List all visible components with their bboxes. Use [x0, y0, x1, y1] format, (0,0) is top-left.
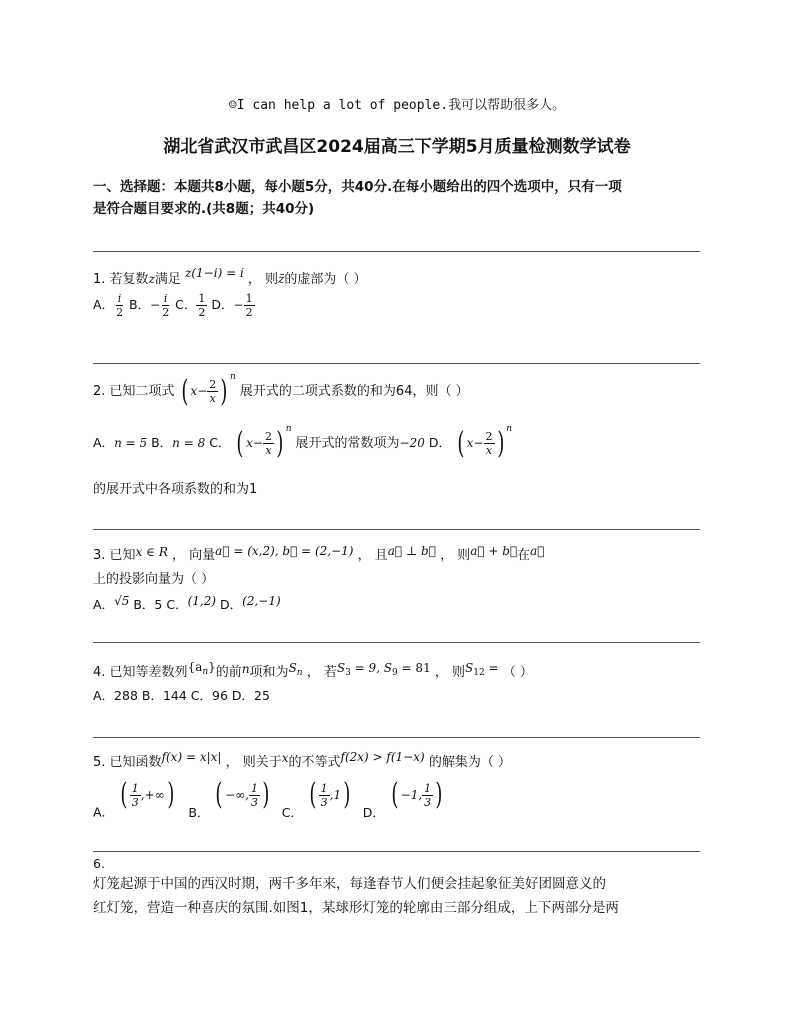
math-inequality: f(2x) > f(1−x)	[340, 750, 425, 764]
banner-text: ☺I can help a lot of people.我可以帮助很多人。	[228, 98, 566, 113]
math-function: f(x) = x|x|	[161, 750, 222, 764]
math-vectors: a⃗ = (x,2), b⃗ = (2,−1)	[215, 544, 354, 558]
option-c-value: ( $\frac{1}{3}$ ,1)	[309, 777, 351, 812]
option-b-label: B．	[188, 804, 210, 820]
section-header	[93, 176, 703, 220]
options-row	[93, 594, 281, 613]
divider	[93, 251, 700, 252]
option-d-value: (2,−1)	[242, 594, 281, 608]
math-perpendicular: a⃗ ⊥ b⃗	[387, 544, 436, 558]
option-c-label: C．	[281, 804, 303, 820]
option-b-sign: −	[150, 298, 161, 312]
option-c-label: C．	[166, 597, 188, 612]
option-a-label: A．	[93, 435, 115, 450]
question-text: 的解集为（ ）	[428, 755, 511, 770]
question-3	[93, 540, 703, 622]
question-text: 已知二项式	[109, 384, 175, 399]
question-text-line: 灯笼起源于中国的西汉时期，两千多年来，每逢春节人们便会挂起象征美好团圆意义的	[93, 876, 606, 892]
question-text: ， 则	[440, 548, 471, 563]
option-c-value: −20	[399, 436, 425, 450]
question-number: 3.	[93, 548, 106, 563]
question-text-line: 红灯笼，营造一种喜庆的氛围.如图1，某球形灯笼的轮廓由三部分组成，上下两部分是两	[93, 900, 619, 916]
math-condition: x ∈ R	[135, 545, 168, 559]
section-line-2: 是符合题目要求的.(共8题；共40分)	[93, 201, 315, 217]
options-row	[93, 292, 255, 319]
option-b-label: B．	[129, 297, 151, 312]
page-title: 湖北省武汉市武昌区2024届高三下学期5月质量检测数学试卷	[163, 137, 631, 157]
options-row: A．288 B．144 C．96 D．25	[93, 688, 270, 703]
question-number: 4.	[93, 665, 106, 680]
divider	[93, 363, 700, 364]
option-b-value: n = 8	[172, 436, 206, 450]
question-text: 展开式的二项式系数的和为64，则（ ）	[239, 384, 469, 399]
option-d-text: 的展开式中各项系数的和为1	[93, 482, 258, 497]
math-sum: a⃗ + b⃗	[470, 544, 518, 558]
binomial-expression: ( x− $\frac{2}{x}$ ) $^n$	[236, 424, 292, 461]
divider	[93, 529, 700, 530]
option-b-value: $\frac{i}{2}$	[162, 292, 170, 319]
question-text: ， 且	[357, 548, 388, 563]
question-text: 在	[517, 548, 531, 563]
option-d-label: D．	[362, 804, 385, 820]
question-2	[93, 370, 703, 500]
math-equation: z(1−i) = i	[185, 266, 244, 280]
option-a-value: n = 5	[114, 436, 148, 450]
option-a-value: $\frac{i}{2}$	[116, 292, 124, 319]
option-d-label: D．	[428, 435, 451, 450]
option-c-value: (1,2)	[187, 594, 217, 608]
option-b: B．5	[133, 597, 163, 612]
question-text: 已知等差数列	[109, 665, 188, 680]
option-a-value: ( $\frac{1}{3}$ ,+∞)	[120, 777, 175, 812]
math-var: z	[148, 272, 155, 286]
math-var: x	[281, 751, 289, 765]
option-b-value: ( −∞, $\frac{1}{3}$ )	[215, 777, 270, 812]
question-text: 的前	[215, 665, 242, 680]
binomial-expression: ( x− $\frac{2}{x}$ ) $^n$	[181, 372, 236, 409]
math-vector: a⃗	[530, 544, 545, 558]
divider	[93, 737, 700, 738]
question-number: 1.	[93, 272, 106, 287]
question-4	[93, 656, 703, 706]
question-text: 的虚部为（ ）	[284, 272, 367, 287]
math-sequence: $\{a_n\}$	[187, 660, 216, 677]
divider	[93, 642, 700, 643]
question-text: 已知函数	[109, 755, 162, 770]
binomial-expression: ( x− $\frac{2}{x}$ ) $^n$	[457, 424, 513, 461]
math-condition: $S_3 = 9$, $S_9 = 81$	[336, 661, 431, 678]
question-6-text	[93, 872, 703, 920]
options-row	[93, 777, 445, 821]
question-text: 若复数	[109, 272, 149, 287]
option-c-label: C．	[175, 297, 197, 312]
question-text: （ ）	[502, 665, 533, 680]
math-sum: $S_n$	[288, 661, 303, 678]
option-a-label: A．	[93, 297, 115, 312]
math-var: z̄	[278, 272, 285, 286]
question-text: ， 若	[306, 665, 337, 680]
question-text: 满足	[154, 272, 181, 287]
question-text: 项和为	[249, 665, 289, 680]
question-text: 上的投影向量为（ ）	[93, 572, 215, 587]
option-d-label: D．	[220, 597, 243, 612]
option-a-value: √5	[114, 594, 130, 608]
math-query: $S_{12}$ =	[464, 661, 499, 678]
math-var: n	[241, 662, 250, 676]
option-c-text: 展开式的常数项为	[295, 436, 400, 451]
question-5	[93, 746, 703, 836]
option-d-sign: −	[233, 298, 244, 312]
option-c-value: $\frac{1}{2}$	[198, 292, 206, 319]
option-d-value: $\frac{1}{2}$	[245, 292, 253, 319]
question-number: 5.	[93, 755, 106, 770]
option-b-label: B．	[151, 435, 173, 450]
question-text: 的不等式	[288, 755, 341, 770]
option-d-label: D．	[211, 297, 234, 312]
option-c-label: C．	[209, 435, 231, 450]
divider	[93, 851, 700, 852]
question-text: ， 则关于	[225, 755, 282, 770]
option-a-label: A．	[93, 804, 115, 820]
question-text: ， 则	[247, 272, 279, 287]
question-1	[93, 262, 703, 342]
options-row	[93, 424, 512, 459]
question-number: 6.	[93, 856, 105, 871]
option-d-value: ( −1, $\frac{1}{3}$ )	[391, 777, 443, 812]
option-a-label: A．	[93, 597, 115, 612]
question-number: 2.	[93, 384, 106, 399]
question-text: ， 则	[434, 665, 465, 680]
question-text: 已知	[109, 548, 136, 563]
question-text: ， 向量	[172, 548, 216, 563]
section-line-1: 一、选择题：本题共8小题，每小题5分，共40分.在每小题给出的四个选项中，只有一项	[93, 179, 622, 195]
